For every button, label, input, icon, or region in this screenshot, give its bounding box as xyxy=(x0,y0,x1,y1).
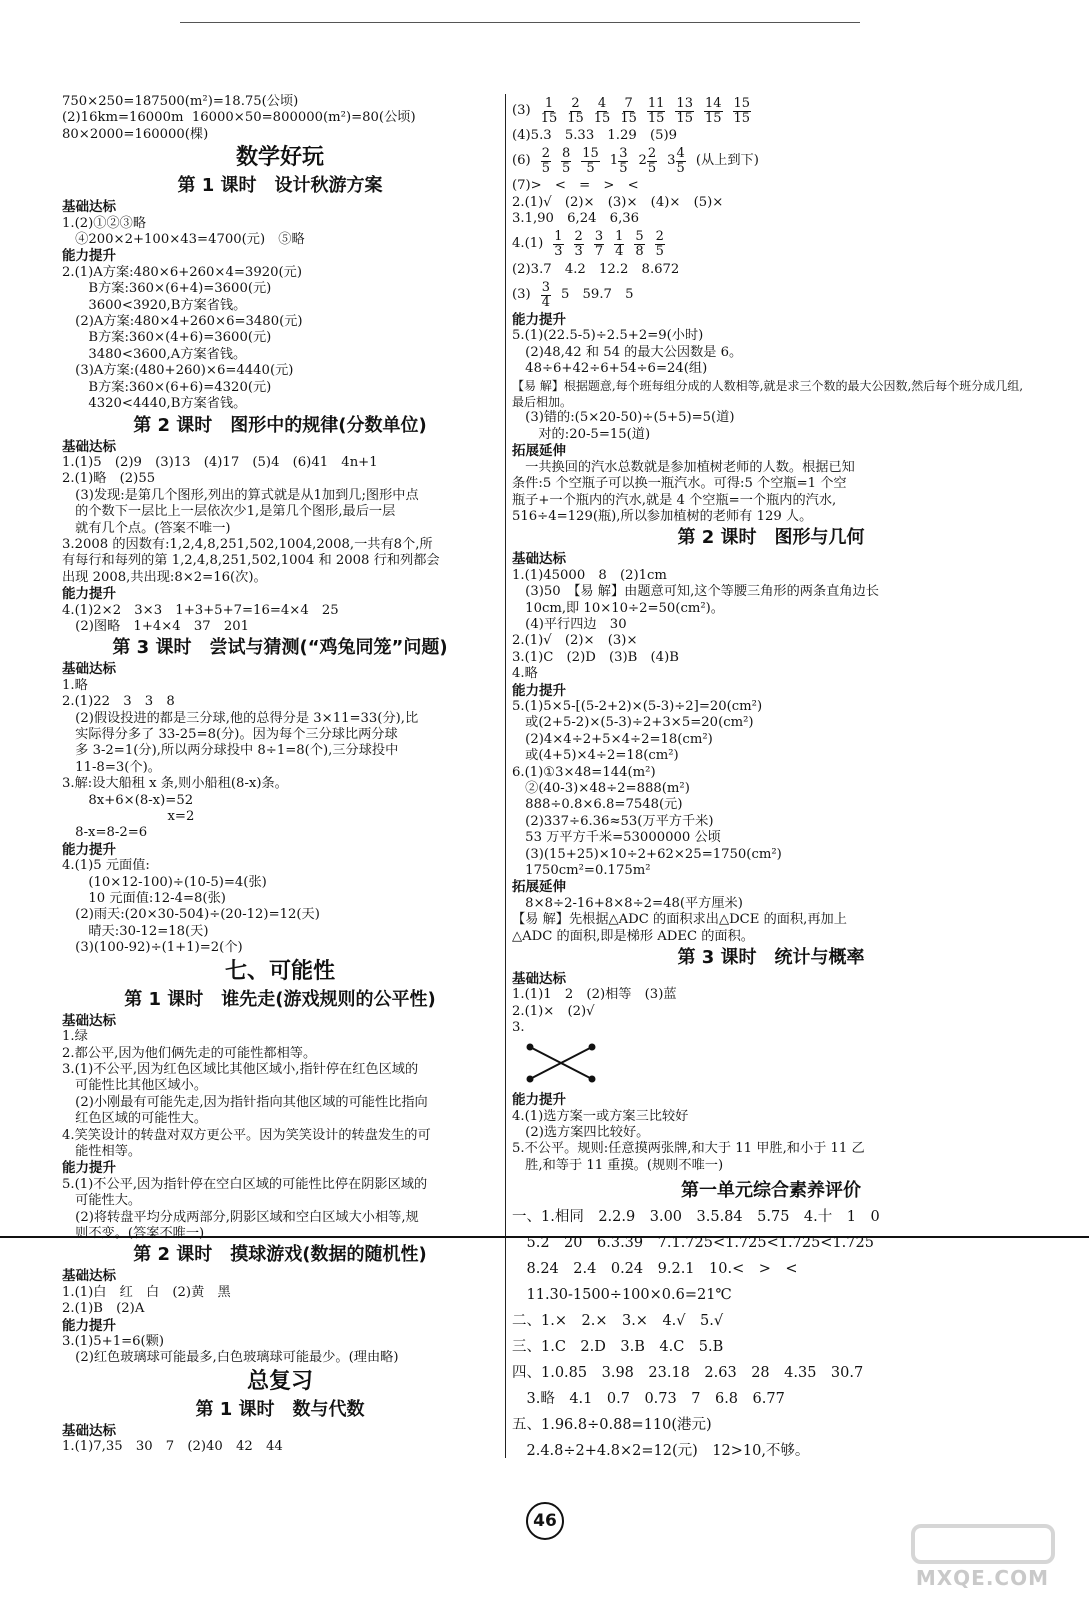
answer-line: (4)平行四边 30 xyxy=(512,616,627,632)
unit-title-probability: 七、可能性 xyxy=(224,958,335,984)
denominator: 15 xyxy=(733,110,751,126)
answer-line: 3600<3920,B方案省钱。 xyxy=(62,297,247,313)
answer-line: 2.都公平,因为他们俩先走的可能性都相等。 xyxy=(62,1045,317,1061)
answer-line: 888÷0.8×6.8=7548(元) xyxy=(512,797,683,813)
answer-line: 一、1.相同 2.2.9 3.00 3.5.84 5.75 4.十 1 0 xyxy=(512,1209,880,1226)
numerator: 1 xyxy=(544,95,554,111)
answer-line: 或(2+5-2)×(5-3)÷2+3×5=20(cm²) xyxy=(512,715,754,731)
fraction xyxy=(567,97,584,126)
answer-line: B方案:360×(4+6)=3600(元) xyxy=(62,330,272,346)
heading-basic: 基础达标 xyxy=(512,971,566,988)
answer-lines xyxy=(62,678,498,842)
answer-lines xyxy=(512,1109,1030,1175)
answer-line: 实际得分多了 33-25=8(分)。因为每个三分球比两分球 xyxy=(62,727,398,742)
answer-line: (2)16km=16000m 16000×50=800000(m²)=80(公顷) xyxy=(62,110,416,126)
answer-line: 8-x=8-2=6 xyxy=(62,825,148,841)
numerator: 2 xyxy=(574,229,583,245)
numerator: 15 xyxy=(733,95,751,111)
answer-line: 可能性大。 xyxy=(62,1193,142,1209)
denominator: 5 xyxy=(647,160,657,176)
answer-lines xyxy=(512,568,1030,683)
fraction xyxy=(647,97,666,126)
answer-line: 五、1.96.8÷0.88=110(港元) xyxy=(512,1417,712,1434)
answer-line: 10 元面值:12-4=8(张) xyxy=(62,891,226,907)
answer-line: (2)A方案:480×4+260×6=3480(元) xyxy=(62,314,303,330)
numerator: 3 xyxy=(594,229,604,245)
answer-lines xyxy=(62,1285,498,1318)
fraction xyxy=(553,230,563,259)
answer-line: (7)> < = > < xyxy=(512,178,639,194)
answer-line: 1.(1)45000 8 (2)1cm xyxy=(512,567,667,583)
answer-lines xyxy=(62,1177,498,1243)
fraction xyxy=(704,97,723,126)
answer-line: 2.(1)B (2)A xyxy=(62,1301,145,1317)
fraction xyxy=(647,147,657,176)
tip-note: 【易 解】根据题意,每个班每组分成的人数相等,就是求三个数的最大公因数,然后每个班分成几组,最后相加。 xyxy=(512,378,1024,410)
denominator: 15 xyxy=(647,110,665,126)
answer-line: 5.(1)(22.5-5)÷2.5+2=9(小时) xyxy=(512,328,704,344)
denominator: 5 xyxy=(619,160,628,176)
answer-line: (10×12-100)÷(10-5)=4(张) xyxy=(62,874,267,890)
fraction xyxy=(733,97,752,126)
answer-line: 8x+6×(8-x)=52 xyxy=(62,792,194,808)
intro-lines xyxy=(62,94,498,143)
fraction xyxy=(675,97,694,126)
answer-line: 或(4+5)×4÷2=18(cm²) xyxy=(512,748,679,764)
row-prefix: (3) xyxy=(512,102,531,118)
answer-lines xyxy=(62,455,498,586)
answer-line: (2)4×4÷2+5×4÷2=18(cm²) xyxy=(512,731,713,747)
answer-line: 1.(2)①②③略 xyxy=(62,215,147,231)
answer-line: 出现 2008,共出现:8×2=16(次)。 xyxy=(62,569,267,585)
answer-line: x=2 xyxy=(62,809,195,825)
numerator: 15 xyxy=(582,145,599,161)
answer-lines xyxy=(62,1334,498,1367)
heading-advanced: 能力提升 xyxy=(62,1317,116,1334)
answer-line: (2)红色玻璃球可能最多,白色玻璃球可能最少。(理由略) xyxy=(62,1350,399,1366)
heading-advanced: 能力提升 xyxy=(62,1160,116,1177)
fraction xyxy=(581,147,600,176)
answer-line: 2.(1)× (2)√ xyxy=(512,1003,595,1019)
answer-lines xyxy=(512,896,1030,945)
heading-basic: 基础达标 xyxy=(62,438,116,455)
row-prefix: (3) xyxy=(512,286,531,302)
answer-line: (2)将转盘平均分成两部分,阴影区域和空白区域大小相等,规 xyxy=(62,1209,419,1225)
row-prefix: (6) xyxy=(512,153,531,169)
numerator: 2 xyxy=(571,95,580,111)
heading-basic: 基础达标 xyxy=(62,199,116,216)
answer-line: 3.(1)不公平,因为红色区域比其他区域小,指针停在红色区域的 xyxy=(62,1061,419,1077)
answer-line: ②(40-3)×48÷2=888(m²) xyxy=(512,781,690,796)
answer-line: 1.略 xyxy=(62,677,88,693)
answer-line: 2.(1)A方案:480×6+260×4=3920(元) xyxy=(62,264,302,280)
answer-line: 53 万平方千米=53000000 公顷 xyxy=(512,830,721,846)
denominator: 15 xyxy=(567,110,584,126)
numerator: 1 xyxy=(615,229,624,245)
denominator: 8 xyxy=(635,244,644,260)
denominator: 5 xyxy=(586,160,595,176)
answer-line: 3.略 4.1 0.7 0.73 7 6.8 6.77 xyxy=(512,1391,785,1408)
answer-line: 48÷6+42÷6+54÷6=24(组) xyxy=(512,361,708,377)
top-rule xyxy=(180,22,860,23)
fraction xyxy=(594,230,604,259)
answer-line: (2)48,42 和 54 的最大公因数是 6。 xyxy=(512,344,743,360)
answer-line: 5.(1)不公平,因为指针停在空白区域的可能性比停在阴影区域的 xyxy=(62,1176,428,1192)
answer-line: (3)(15+25)×10÷2+62×25=1750(cm²) xyxy=(512,846,782,862)
mixed-whole: 2 xyxy=(638,153,647,169)
answer-line: 2.(1)√ (2)× (3)× xyxy=(512,633,638,649)
answer-line: (2)337÷6.36≈53(万平方千米) xyxy=(512,813,714,829)
answer-line: 5.(1)5×5-[(5-2+2)×(5-3)÷2]=20(cm²) xyxy=(512,698,763,714)
answer-line: 11-8=3(个)。 xyxy=(62,759,161,775)
numerator: 4 xyxy=(676,145,685,161)
answer-line: (2)3.7 4.2 12.2 8.672 xyxy=(512,261,680,277)
answer-line: (3)(100-92)÷(1+1)=2(个) xyxy=(62,940,243,956)
numerator: 2 xyxy=(541,145,550,161)
lesson-title: 第 2 课时 摸球游戏(数据的随机性) xyxy=(133,1244,427,1266)
left-column xyxy=(62,94,498,1456)
answer-line: 胜,和等于 11 重摸。(规则不唯一) xyxy=(512,1157,724,1173)
heading-advanced: 能力提升 xyxy=(512,1092,566,1109)
matching-lines-figure xyxy=(522,1041,602,1085)
numerator: 1 xyxy=(554,229,563,245)
fraction xyxy=(620,97,637,126)
denominator: 5 xyxy=(676,160,685,176)
answer-line: 四、1.0.85 3.98 23.18 2.63 28 4.35 30.7 xyxy=(512,1365,864,1382)
answer-lines xyxy=(512,987,1030,1036)
fraction xyxy=(655,230,665,259)
answer-line: 8×8÷2-16+8×8÷2=48(平方厘米) xyxy=(512,895,743,911)
numerator: 3 xyxy=(619,145,628,161)
denominator: 5 xyxy=(541,160,550,176)
answer-line: 3.1,90 6,24 6,36 xyxy=(512,211,640,227)
answer-line: 11.30-1500÷100×0.6=21℃ xyxy=(512,1287,732,1304)
answer-line: 就有几个点。(答案不唯一) xyxy=(62,520,231,536)
answer-lines xyxy=(62,1439,498,1455)
answer-line: 二、1.× 2.× 3.× 4.√ 5.√ xyxy=(512,1313,724,1330)
fraction xyxy=(541,281,551,310)
answer-line: 能性相等。 xyxy=(62,1143,142,1159)
answer-line: 【易 解】先根据△ADC 的面积求出△DCE 的面积,再加上 xyxy=(512,912,847,928)
unit-title-review: 总复习 xyxy=(246,1368,313,1394)
mixed-whole: 1 xyxy=(609,153,619,169)
answer-line: 2.4.8÷2+4.8×2=12(元) 12>10,不够。 xyxy=(512,1443,810,1460)
denominator: 4 xyxy=(615,244,624,260)
fraction xyxy=(561,147,571,176)
lesson-title: 第 1 课时 数与代数 xyxy=(195,1398,365,1420)
answer-line: (3)A方案:(480+260)×6=4440(元) xyxy=(62,363,294,379)
answer-line: 1.绿 xyxy=(62,1029,88,1045)
answer-line: 三、1.C 2.D 3.B 4.C 5.B xyxy=(512,1339,724,1356)
denominator: 15 xyxy=(704,110,722,126)
right-column xyxy=(512,94,1030,1464)
numerator: 7 xyxy=(624,95,633,111)
answer-line: 3. xyxy=(512,1020,525,1036)
answer-line: (3)错的:(5×20-50)÷(5+5)=5(道) xyxy=(512,410,735,426)
answer-line: 对的:20-5=15(道) xyxy=(512,426,651,442)
numerator: 3 xyxy=(541,279,550,295)
answer-lines xyxy=(62,603,498,636)
numerator: 2 xyxy=(647,145,657,161)
denominator: 3 xyxy=(574,244,583,260)
answer-lines xyxy=(62,858,498,956)
evaluation-answers xyxy=(512,1204,1030,1464)
denominator: 4 xyxy=(541,294,550,310)
answer-line: 5.不公平。规则:任意摸两张牌,和大于 11 甲胜,和小于 11 乙 xyxy=(512,1141,865,1157)
answer-line: (3)50 【易 解】由题意可知,这个等腰三角形的两条直角边长 xyxy=(512,584,879,600)
heading-advanced: 能力提升 xyxy=(62,841,116,858)
fraction xyxy=(594,97,611,126)
answer-lines xyxy=(62,1029,498,1160)
row-suffix: (从上到下) xyxy=(695,153,759,169)
answer-line: 1750cm²=0.175m² xyxy=(512,863,651,879)
lesson-title: 第 2 课时 图形与几何 xyxy=(677,527,865,549)
lesson-title: 第 1 课时 设计秋游方案 xyxy=(177,175,383,197)
heading-advanced: 能力提升 xyxy=(512,312,566,329)
answer-line: 750×250=187500(m²)=18.75(公顷) xyxy=(62,94,299,109)
heading-advanced: 能力提升 xyxy=(512,682,566,699)
answer-line: (3)发现:是第几个图形,列出的算式就是从1加到几;图形中点 xyxy=(62,487,419,503)
numerator: 2 xyxy=(655,229,664,245)
answer-line: 4.(1)选方案一或方案三比较好 xyxy=(512,1108,689,1124)
denominator: 5 xyxy=(655,244,664,260)
unit-title-math-fun: 数学好玩 xyxy=(235,145,324,171)
numerator: 5 xyxy=(635,229,644,245)
mixed-whole: 3 xyxy=(667,153,676,169)
numerator: 13 xyxy=(676,95,693,111)
answer-line: (2)小刚最有可能先走,因为指针指向其他区域的可能性比指向 xyxy=(62,1094,428,1110)
answer-lines xyxy=(512,328,1030,377)
answer-line: (2)假设投进的都是三分球,他的总得分是 3×11=33(分),比 xyxy=(62,710,419,726)
heading-extension: 拓展延伸 xyxy=(512,443,566,460)
answer-lines xyxy=(62,216,498,249)
heading-extension: 拓展延伸 xyxy=(512,879,566,896)
answer-line: 红色区域的可能性大。 xyxy=(62,1111,208,1127)
column-divider xyxy=(505,94,506,1458)
answer-line: 2.(1)√ (2)× (3)× (4)× (5)× xyxy=(512,194,724,210)
fraction-row-6 xyxy=(512,144,1030,178)
answer-line: 可能性比其他区域小。 xyxy=(62,1078,208,1094)
answer-line: 条件:5 个空瓶子可以换一瓶汽水。可得:5 个空瓶=1 个空 xyxy=(512,476,847,492)
lesson-title: 第 2 课时 图形中的规律(分数单位) xyxy=(133,414,427,436)
fraction xyxy=(541,97,558,126)
fraction-row-3 xyxy=(512,94,1030,128)
fraction xyxy=(676,147,686,176)
answer-line: 5.2 20 6.3.39 7.1.725<1.725<1.725<1.725 xyxy=(512,1235,874,1252)
answer-line: 3.(1)5+1=6(颗) xyxy=(62,1334,165,1349)
answer-line: 瓶子+一个瓶内的汽水,就是 4 个空瓶=一个瓶内的汽水, xyxy=(512,492,837,508)
answer-line: 4320<4440,B方案省钱。 xyxy=(62,396,247,412)
answer-line: 8.24 2.4 0.24 9.2.1 10.< > < xyxy=(512,1261,798,1278)
answer-line: 4.笑笑设计的转盘对双方更公平。因为笑笑设计的转盘发生的可 xyxy=(62,1127,431,1143)
answer-line: (2)雨天:(20×30-504)÷(20-12)=12(天) xyxy=(62,907,320,923)
heading-basic: 基础达标 xyxy=(62,1012,116,1029)
answer-line: 1.(1)1 2 (2)相等 (3)蓝 xyxy=(512,987,677,1003)
answer-line: 516÷4=129(瓶),所以参加植树的老师有 129 人。 xyxy=(512,508,813,524)
row-suffix: 5 59.7 5 xyxy=(560,286,634,302)
fraction xyxy=(541,147,551,176)
answer-line: 晴天:30-12=18(天) xyxy=(62,923,209,939)
answer-line: 4.(1)2×2 3×3 1+3+5+7=16=4×4 25 xyxy=(62,602,339,618)
answer-line: 2.(1)22 3 3 8 xyxy=(62,694,175,710)
answer-line: 4.(1)5 元面值: xyxy=(62,858,150,874)
answer-line: 多 3-2=1(分),所以两分球投中 8÷1=8(个),三分球投中 xyxy=(62,743,399,759)
heading-basic: 基础达标 xyxy=(62,661,116,678)
denominator: 7 xyxy=(594,244,604,260)
numerator: 11 xyxy=(647,95,665,111)
answer-line: (2)图略 1+4×4 37 201 xyxy=(62,618,250,634)
answer-line: 1.(1)7,35 30 7 (2)40 42 44 xyxy=(62,1439,283,1455)
answer-line: 3.2008 的因数有:1,2,4,8,251,502,1004,2008,一共有8个,所 xyxy=(62,536,433,552)
numerator: 14 xyxy=(704,95,722,111)
evaluation-title: 第一单元综合素养评价 xyxy=(681,1180,861,1202)
lesson-title: 第 3 课时 统计与概率 xyxy=(677,947,865,969)
answer-lines xyxy=(512,460,1030,526)
answer-line: 1.(1)白 红 白 (2)黄 黑 xyxy=(62,1284,231,1300)
heading-advanced: 能力提升 xyxy=(62,248,116,265)
fraction xyxy=(614,230,624,259)
heading-basic: 基础达标 xyxy=(62,1268,116,1285)
answer-line: 80×2000=160000(棵) xyxy=(62,126,209,142)
answer-line: 的个数下一层比上一层依次少1,是第几个图形,最后一层 xyxy=(62,504,396,520)
heading-basic: 基础达标 xyxy=(512,551,566,568)
row-prefix: 4.(1) xyxy=(512,236,544,252)
answer-line: 1.(1)5 (2)9 (3)13 (4)17 (5)4 (6)41 4n+1 xyxy=(62,454,378,470)
denominator: 3 xyxy=(554,244,563,260)
answer-line: ④200×2+100×43=4700(元) ⑤略 xyxy=(62,232,305,248)
answer-line: 一共换回的汽水总数就是参加植树老师的人数。根据已知 xyxy=(512,459,855,475)
answer-lines xyxy=(62,265,498,413)
lesson-title: 第 1 课时 谁先走(游戏规则的公平性) xyxy=(124,988,436,1010)
answer-line: B方案:360×(6+6)=4320(元) xyxy=(62,379,272,395)
numerator: 8 xyxy=(561,145,571,161)
answer-line: B方案:360×(6+4)=3600(元) xyxy=(62,281,272,297)
answer-lines xyxy=(512,699,1030,879)
denominator: 15 xyxy=(676,110,693,126)
fraction xyxy=(574,230,584,259)
fraction-row-4-3 xyxy=(512,278,1030,312)
denominator: 5 xyxy=(561,160,571,176)
fraction xyxy=(634,230,644,259)
heading-advanced: 能力提升 xyxy=(62,586,116,603)
heading-basic: 基础达标 xyxy=(62,1422,116,1439)
answer-line: 10cm,即 10×10÷2=50(cm²)。 xyxy=(512,600,724,616)
answer-lines xyxy=(512,410,1030,443)
answer-line: (2)选方案四比较好。 xyxy=(512,1124,650,1140)
answer-line: 则不变。(答案不唯一) xyxy=(62,1225,205,1241)
fraction xyxy=(618,147,628,176)
answer-line: 2.(1)略 (2)55 xyxy=(62,471,156,487)
page-number: 46 xyxy=(526,1502,564,1540)
answer-line: 有每行和每列的第 1,2,4,8,251,502,1004 和 2008 行和列都会 xyxy=(62,553,440,569)
answer-line: 3480<3600,A方案省钱。 xyxy=(62,346,247,362)
answer-line: 6.(1)①3×48=144(m²) xyxy=(512,764,656,780)
denominator: 15 xyxy=(620,110,637,126)
answer-line: △ADC 的面积,即是梯形 ADEC 的面积。 xyxy=(512,928,754,944)
denominator: 15 xyxy=(540,110,558,126)
answer-line: 4.略 xyxy=(512,666,538,682)
answer-line: (4)5.3 5.33 1.29 (5)9 xyxy=(512,128,678,143)
fraction-row-4-1 xyxy=(512,228,1030,262)
watermark-text: MXQE.COM xyxy=(915,1566,1049,1590)
lesson-title: 第 3 课时 尝试与猜测(“鸡兔同笼”问题) xyxy=(112,637,448,659)
numerator: 4 xyxy=(597,95,607,111)
answer-line: 3.(1)C (2)D (3)B (4)B xyxy=(512,649,679,665)
answer-line: 3.解:设大船租 x 条,则小船租(8-x)条。 xyxy=(62,776,288,792)
denominator: 15 xyxy=(593,110,611,126)
